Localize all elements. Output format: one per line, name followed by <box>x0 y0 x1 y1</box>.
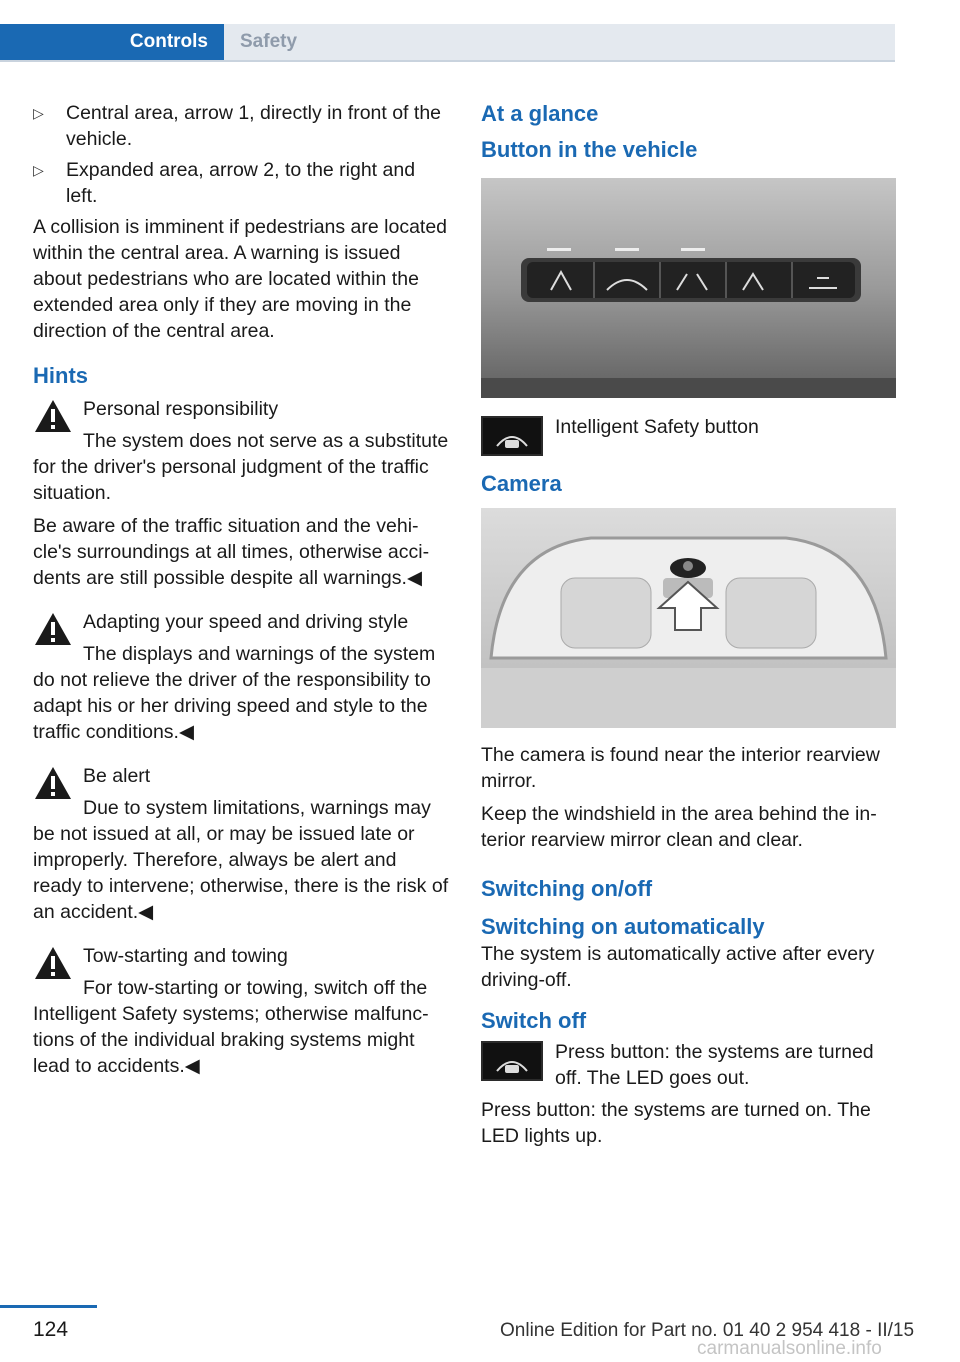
warning-title: Tow-starting and towing <box>83 945 288 967</box>
right-column <box>481 100 896 1156</box>
intelligent-safety-button-icon[interactable] <box>481 416 543 456</box>
switch-off-row <box>481 1039 896 1091</box>
left-column <box>33 100 449 1086</box>
bullet-text: Expanded area, arrow 2, to the right and left. <box>66 159 416 207</box>
intelligent-safety-button-row <box>481 414 896 458</box>
warning-triangle-icon <box>33 611 73 647</box>
at-a-glance-heading: At a glance <box>481 101 599 126</box>
list-item <box>33 157 449 209</box>
camera-location-photo <box>481 508 896 728</box>
warning-text: For tow-starting or towing, switch off the Intelligent Safety systems; otherwise malfunctions of the individual braking systems might lead to accidents.◀ <box>33 977 429 1077</box>
page-number: 124 <box>33 1318 69 1341</box>
warning-title: Be alert <box>83 765 151 787</box>
camera-paragraph-1: The camera is found near the interior rearview mirror. <box>481 744 880 792</box>
warning-triangle-icon <box>33 945 73 981</box>
list-item <box>33 100 449 152</box>
bullet-text: Central area, arrow 1, directly in front of the vehicle. <box>66 102 442 150</box>
warning-text: The displays and warnings of the system do not relieve the driver of the responsibility to adapt his or her driving speed and style to the traffic conditions.◀ <box>33 643 436 743</box>
warning-triangle-icon <box>33 398 73 434</box>
warning-text: Due to system limitations, warnings may be not issued at all, or may be issued late or improperly. Therefore, always be alert and ready to intervene; otherwise, there is the risk of an accident.◀ <box>33 797 449 923</box>
switching-on-off-heading: Switching on/off <box>481 876 653 901</box>
watermark: carmanualsonline.info <box>697 1338 882 1359</box>
switch-on-paragraph: Press button: the systems are turned on. The LED lights up. <box>481 1099 871 1147</box>
warning-text: The system does not serve as a substitute for the driver's personal judgment of the traffic situation. <box>33 430 449 504</box>
button-caption: Intelligent Safety button <box>555 416 759 438</box>
button-panel-photo <box>481 178 896 398</box>
warning-triangle-icon <box>33 765 73 801</box>
hints-heading: Hints <box>33 363 88 388</box>
page-header <box>0 0 895 62</box>
intro-paragraph: A collision is imminent if pedestrians are located within the central area. A warning is issued about pedestrians who are located within the extended area only if they are moving in the direction of the central area. <box>33 216 448 342</box>
switching-on-automatically-heading: Switching on automatically <box>481 914 765 939</box>
button-in-vehicle-heading: Button in the vehicle <box>481 137 698 162</box>
triangle-bullet-icon: ▷ <box>33 105 44 121</box>
footer-divider <box>0 1305 97 1308</box>
camera-heading: Camera <box>481 471 562 496</box>
tab-controls[interactable]: Controls <box>0 24 224 60</box>
warning-personal-responsibility <box>33 396 449 591</box>
camera-paragraph-2: Keep the windshield in the area behind the interior rearview mirror clean and clear. <box>481 803 877 851</box>
switch-off-text: Press button: the systems are turned off. The LED goes out. <box>555 1041 874 1089</box>
warning-be-alert <box>33 763 449 925</box>
warning-title: Adapting your speed and driving style <box>83 611 409 633</box>
intelligent-safety-button-icon[interactable] <box>481 1041 543 1081</box>
warning-text: Be aware of the traffic situation and the vehicle's surroundings at all times, otherwise accidents are still possible despite all warnings.◀ <box>33 515 430 589</box>
auto-paragraph: The system is automatically active after every driving-off. <box>481 943 875 991</box>
header-divider <box>0 60 895 62</box>
edition-text: Online Edition for Part no. 01 40 2 954 418 - II/15 <box>500 1320 915 1341</box>
switch-off-heading: Switch off <box>481 1008 587 1033</box>
warning-tow-starting <box>33 943 449 1079</box>
triangle-bullet-icon: ▷ <box>33 162 44 178</box>
warning-title: Personal responsibility <box>83 398 279 420</box>
tab-safety[interactable]: Safety <box>224 24 895 60</box>
warning-adapting-speed <box>33 609 449 745</box>
